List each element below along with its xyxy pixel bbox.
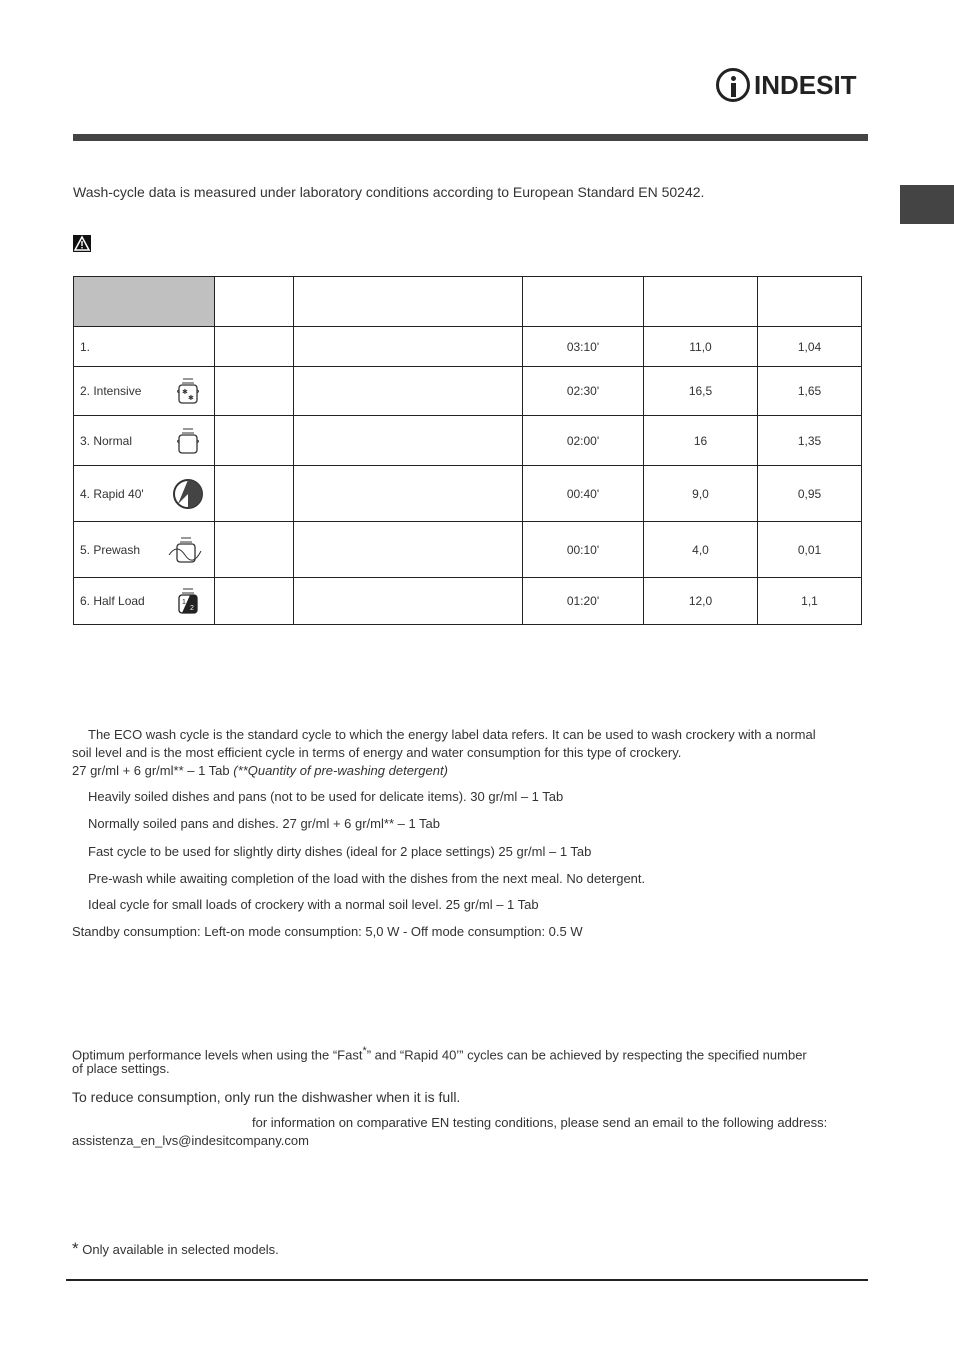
header-rule — [73, 134, 868, 141]
cycle-water: 16,5 — [644, 367, 758, 416]
table-row — [74, 327, 862, 367]
table-header-row — [74, 277, 862, 327]
eco-description: The ECO wash cycle is the standard cycle to which the energy label data refers. It can be used to wash crockery with a normal — [88, 727, 816, 742]
footer-rule — [66, 1279, 868, 1281]
cycle-energy: 0,01 — [758, 522, 862, 578]
prewash-description: Pre-wash while awaiting completion of the load with the dishes from the next meal. No detergent. — [88, 871, 646, 886]
standby-consumption: Standby consumption: Left-on mode consumption: 5,0 W - Off mode consumption: 0.5 W — [72, 924, 583, 939]
brand-name: INDESIT — [754, 69, 857, 100]
contact-text: for information on comparative EN testing conditions, please send an email to the following address: — [252, 1115, 828, 1130]
wash-cycle-table — [73, 276, 862, 625]
intro-text: Wash-cycle data is measured under laboratory conditions according to European Standard EN 50242. — [73, 184, 705, 200]
normal-description: Normally soiled pans and dishes. 27 gr/ml + 6 gr/ml** – 1 Tab — [88, 816, 441, 831]
table-row — [74, 367, 862, 416]
svg-text:✱: ✱ — [182, 389, 188, 396]
cycle-water: 11,0 — [644, 327, 758, 367]
table-row — [74, 522, 862, 578]
svg-text:✱: ✱ — [188, 395, 194, 402]
cycle-name: 1. — [74, 327, 215, 367]
cycle-water: 16 — [644, 416, 758, 466]
optimum-text: Optimum performance levels when using the “Fast*” and “Rapid 40’” cycles can be achieved by respecting the specified number — [72, 1045, 807, 1063]
pot-stars-icon — [172, 376, 204, 406]
cycle-duration: 02:30' — [523, 367, 644, 416]
header-cell — [215, 277, 294, 327]
contact-email[interactable]: assistenza_en_lvs@indesitcompany.com — [72, 1133, 309, 1148]
cycle-energy: 1,1 — [758, 578, 862, 625]
reduce-consumption-text: To reduce consumption, only run the dishwasher when it is full. — [72, 1089, 461, 1105]
cycle-duration: 03:10' — [523, 327, 644, 367]
cycle-duration: 02:00' — [523, 416, 644, 466]
pot-wave-icon — [168, 535, 204, 565]
cycle-water: 12,0 — [644, 578, 758, 625]
header-cell — [523, 277, 644, 327]
cycle-name: 2. Intensive ✱ ✱ — [74, 367, 215, 416]
header-cell — [74, 277, 215, 327]
eco-description-2: soil level and is the most efficient cycle in terms of energy and water consumption for this type of crockery. — [72, 745, 682, 760]
table-row — [74, 466, 862, 522]
cycle-name: 5. Prewash — [74, 522, 215, 578]
cycle-duration: 00:10' — [523, 522, 644, 578]
logo-i-icon — [716, 68, 750, 102]
cycle-water: 4,0 — [644, 522, 758, 578]
intensive-description: Heavily soiled dishes and pans (not to be used for delicate items). 30 gr/ml – 1 Tab — [88, 789, 564, 804]
svg-text:1: 1 — [182, 599, 186, 606]
cycle-water: 9,0 — [644, 466, 758, 522]
section-tab — [900, 185, 954, 224]
cycle-energy: 1,35 — [758, 416, 862, 466]
svg-text:2: 2 — [190, 605, 194, 612]
header-cell — [758, 277, 862, 327]
cycle-energy: 1,65 — [758, 367, 862, 416]
eco-detergent: 27 gr/ml + 6 gr/ml** – 1 Tab (**Quantity of pre-washing detergent) — [72, 763, 448, 778]
indesit-logo — [716, 68, 857, 102]
table-row — [74, 416, 862, 466]
warning-icon — [73, 235, 91, 252]
footnote: * Only available in selected models. — [72, 1239, 279, 1258]
optimum-text-2: of place settings. — [72, 1061, 170, 1076]
cycle-name: 6. Half Load 1 2 — [74, 578, 215, 625]
cycle-duration: 00:40' — [523, 466, 644, 522]
table-row — [74, 578, 862, 625]
cycle-energy: 1,04 — [758, 327, 862, 367]
pot-icon — [172, 426, 204, 456]
pot-half-icon — [172, 586, 204, 616]
header-cell — [294, 277, 523, 327]
header-cell — [644, 277, 758, 327]
cycle-name: 3. Normal — [74, 416, 215, 466]
rapid-description: Fast cycle to be used for slightly dirty dishes (ideal for 2 place settings) 25 gr/ml – 1 Tab — [88, 844, 592, 859]
halfload-description: Ideal cycle for small loads of crockery with a normal soil level. 25 gr/ml – 1 Tab — [88, 897, 539, 912]
clock-half-icon — [172, 478, 204, 510]
cycle-energy: 0,95 — [758, 466, 862, 522]
cycle-duration: 01:20' — [523, 578, 644, 625]
cycle-name: 4. Rapid 40' — [74, 466, 215, 522]
